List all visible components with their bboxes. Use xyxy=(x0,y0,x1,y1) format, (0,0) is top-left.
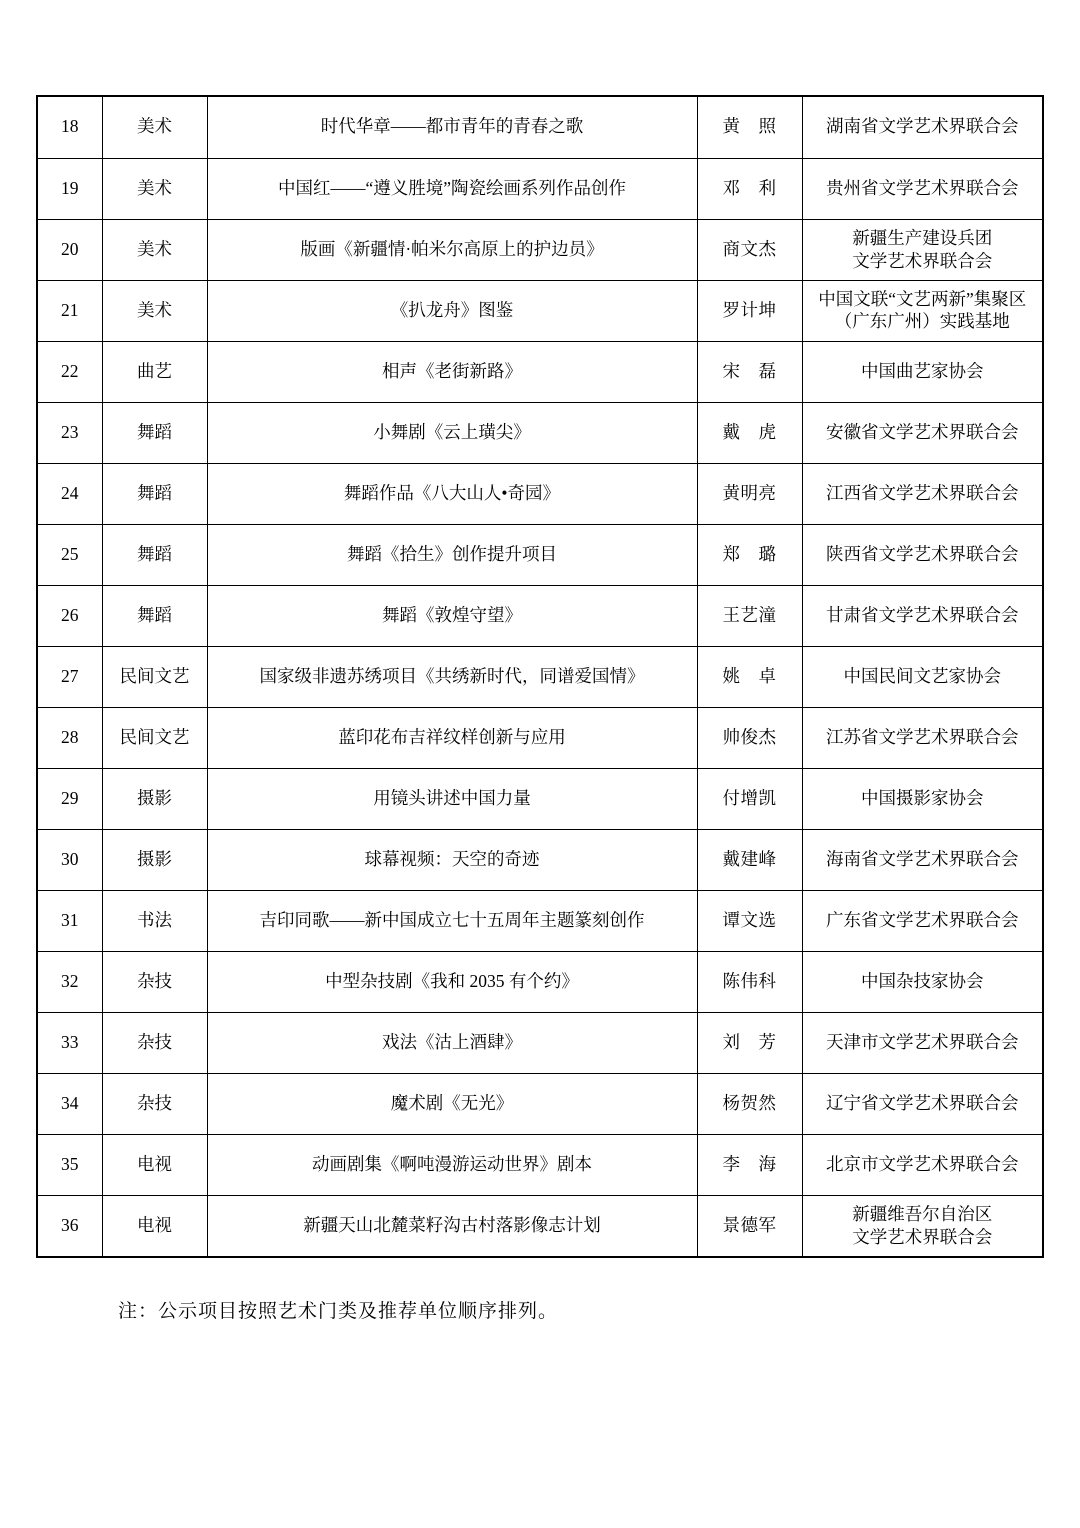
cell-applicant: 谭文选 xyxy=(697,890,802,951)
table-row xyxy=(38,890,1042,951)
cell-recommending-unit: 广东省文学艺术界联合会 xyxy=(802,890,1042,951)
cell-applicant: 李 海 xyxy=(697,1134,802,1195)
table-row xyxy=(38,1012,1042,1073)
cell-recommending-unit: 新疆维吾尔自治区 文学艺术界联合会 xyxy=(802,1195,1042,1256)
cell-category: 美术 xyxy=(102,158,207,219)
cell-serial-number: 24 xyxy=(38,463,102,524)
cell-category: 杂技 xyxy=(102,1073,207,1134)
cell-serial-number: 20 xyxy=(38,219,102,280)
cell-project-title: 蓝印花布吉祥纹样创新与应用 xyxy=(207,707,697,768)
cell-recommending-unit: 贵州省文学艺术界联合会 xyxy=(802,158,1042,219)
cell-serial-number: 22 xyxy=(38,341,102,402)
cell-serial-number: 33 xyxy=(38,1012,102,1073)
table-row xyxy=(38,951,1042,1012)
cell-applicant: 刘 芳 xyxy=(697,1012,802,1073)
table-row xyxy=(38,463,1042,524)
cell-project-title: 动画剧集《啊吨漫游运动世界》剧本 xyxy=(207,1134,697,1195)
cell-applicant: 陈伟科 xyxy=(697,951,802,1012)
cell-applicant: 罗计坤 xyxy=(697,280,802,341)
cell-serial-number: 27 xyxy=(38,646,102,707)
cell-category: 舞蹈 xyxy=(102,585,207,646)
cell-project-title: 相声《老街新路》 xyxy=(207,341,697,402)
cell-applicant: 商文杰 xyxy=(697,219,802,280)
table-row xyxy=(38,524,1042,585)
cell-applicant: 王艺潼 xyxy=(697,585,802,646)
cell-serial-number: 31 xyxy=(38,890,102,951)
table-row xyxy=(38,585,1042,646)
cell-project-title: 国家级非遗苏绣项目《共绣新时代，同谱爱国情》 xyxy=(207,646,697,707)
cell-project-title: 《扒龙舟》图鉴 xyxy=(207,280,697,341)
cell-recommending-unit: 中国摄影家协会 xyxy=(802,768,1042,829)
cell-serial-number: 28 xyxy=(38,707,102,768)
cell-applicant: 姚 卓 xyxy=(697,646,802,707)
cell-category: 杂技 xyxy=(102,951,207,1012)
cell-recommending-unit: 新疆生产建设兵团 文学艺术界联合会 xyxy=(802,219,1042,280)
cell-recommending-unit: 江苏省文学艺术界联合会 xyxy=(802,707,1042,768)
cell-project-title: 中型杂技剧《我和 2035 有个约》 xyxy=(207,951,697,1012)
cell-category: 摄影 xyxy=(102,829,207,890)
cell-category: 书法 xyxy=(102,890,207,951)
cell-serial-number: 29 xyxy=(38,768,102,829)
cell-applicant: 景德军 xyxy=(697,1195,802,1256)
table-row xyxy=(38,1195,1042,1256)
cell-serial-number: 26 xyxy=(38,585,102,646)
cell-serial-number: 19 xyxy=(38,158,102,219)
cell-project-title: 舞蹈《敦煌守望》 xyxy=(207,585,697,646)
table-row xyxy=(38,768,1042,829)
cell-recommending-unit: 陕西省文学艺术界联合会 xyxy=(802,524,1042,585)
cell-recommending-unit: 北京市文学艺术界联合会 xyxy=(802,1134,1042,1195)
cell-project-title: 版画《新疆情·帕米尔高原上的护边员》 xyxy=(207,219,697,280)
cell-recommending-unit: 湖南省文学艺术界联合会 xyxy=(802,97,1042,158)
table-row xyxy=(38,707,1042,768)
cell-category: 摄影 xyxy=(102,768,207,829)
cell-serial-number: 25 xyxy=(38,524,102,585)
cell-applicant: 付增凯 xyxy=(697,768,802,829)
table-note: 注：公示项目按照艺术门类及推荐单位顺序排列。 xyxy=(118,1301,559,1322)
cell-project-title: 舞蹈作品《八大山人•奇园》 xyxy=(207,463,697,524)
cell-category: 曲艺 xyxy=(102,341,207,402)
cell-project-title: 时代华章——都市青年的青春之歌 xyxy=(207,97,697,158)
table-row xyxy=(38,1134,1042,1195)
cell-category: 舞蹈 xyxy=(102,463,207,524)
cell-project-title: 中国红——“遵义胜境”陶瓷绘画系列作品创作 xyxy=(207,158,697,219)
cell-category: 民间文艺 xyxy=(102,707,207,768)
cell-recommending-unit: 安徽省文学艺术界联合会 xyxy=(802,402,1042,463)
cell-category: 舞蹈 xyxy=(102,524,207,585)
cell-applicant: 黄 照 xyxy=(697,97,802,158)
table-row xyxy=(38,402,1042,463)
cell-recommending-unit: 中国杂技家协会 xyxy=(802,951,1042,1012)
cell-recommending-unit: 中国文联“文艺两新”集聚区（广东广州）实践基地 xyxy=(802,280,1042,341)
cell-serial-number: 30 xyxy=(38,829,102,890)
table-row xyxy=(38,341,1042,402)
cell-category: 电视 xyxy=(102,1195,207,1256)
cell-recommending-unit: 中国民间文艺家协会 xyxy=(802,646,1042,707)
cell-applicant: 帅俊杰 xyxy=(697,707,802,768)
table-row xyxy=(38,219,1042,280)
cell-project-title: 小舞剧《云上璜尖》 xyxy=(207,402,697,463)
cell-serial-number: 23 xyxy=(38,402,102,463)
cell-project-title: 魔术剧《无光》 xyxy=(207,1073,697,1134)
cell-serial-number: 32 xyxy=(38,951,102,1012)
cell-applicant: 宋 磊 xyxy=(697,341,802,402)
cell-applicant: 黄明亮 xyxy=(697,463,802,524)
cell-project-title: 戏法《沽上酒肆》 xyxy=(207,1012,697,1073)
cell-category: 杂技 xyxy=(102,1012,207,1073)
cell-recommending-unit: 中国曲艺家协会 xyxy=(802,341,1042,402)
table-row xyxy=(38,280,1042,341)
cell-applicant: 郑 璐 xyxy=(697,524,802,585)
cell-project-title: 吉印同歌——新中国成立七十五周年主题篆刻创作 xyxy=(207,890,697,951)
table-row xyxy=(38,97,1042,158)
cell-recommending-unit: 辽宁省文学艺术界联合会 xyxy=(802,1073,1042,1134)
cell-serial-number: 35 xyxy=(38,1134,102,1195)
cell-applicant: 杨贺然 xyxy=(697,1073,802,1134)
cell-serial-number: 36 xyxy=(38,1195,102,1256)
projects-table-body xyxy=(38,97,1042,1256)
cell-applicant: 戴建峰 xyxy=(697,829,802,890)
cell-recommending-unit: 海南省文学艺术界联合会 xyxy=(802,829,1042,890)
cell-recommending-unit: 天津市文学艺术界联合会 xyxy=(802,1012,1042,1073)
cell-category: 美术 xyxy=(102,219,207,280)
cell-category: 电视 xyxy=(102,1134,207,1195)
cell-project-title: 用镜头讲述中国力量 xyxy=(207,768,697,829)
cell-serial-number: 21 xyxy=(38,280,102,341)
cell-applicant: 戴 虎 xyxy=(697,402,802,463)
projects-table-container xyxy=(36,95,1044,1258)
cell-category: 民间文艺 xyxy=(102,646,207,707)
cell-recommending-unit: 甘肃省文学艺术界联合会 xyxy=(802,585,1042,646)
cell-project-title: 舞蹈《拾生》创作提升项目 xyxy=(207,524,697,585)
cell-serial-number: 18 xyxy=(38,97,102,158)
cell-applicant: 邓 利 xyxy=(697,158,802,219)
table-row xyxy=(38,646,1042,707)
cell-category: 舞蹈 xyxy=(102,402,207,463)
cell-category: 美术 xyxy=(102,97,207,158)
cell-project-title: 球幕视频：天空的奇迹 xyxy=(207,829,697,890)
cell-serial-number: 34 xyxy=(38,1073,102,1134)
cell-project-title: 新疆天山北麓菜籽沟古村落影像志计划 xyxy=(207,1195,697,1256)
cell-recommending-unit: 江西省文学艺术界联合会 xyxy=(802,463,1042,524)
table-row xyxy=(38,158,1042,219)
table-row xyxy=(38,1073,1042,1134)
cell-category: 美术 xyxy=(102,280,207,341)
table-row xyxy=(38,829,1042,890)
projects-table xyxy=(38,97,1042,1256)
